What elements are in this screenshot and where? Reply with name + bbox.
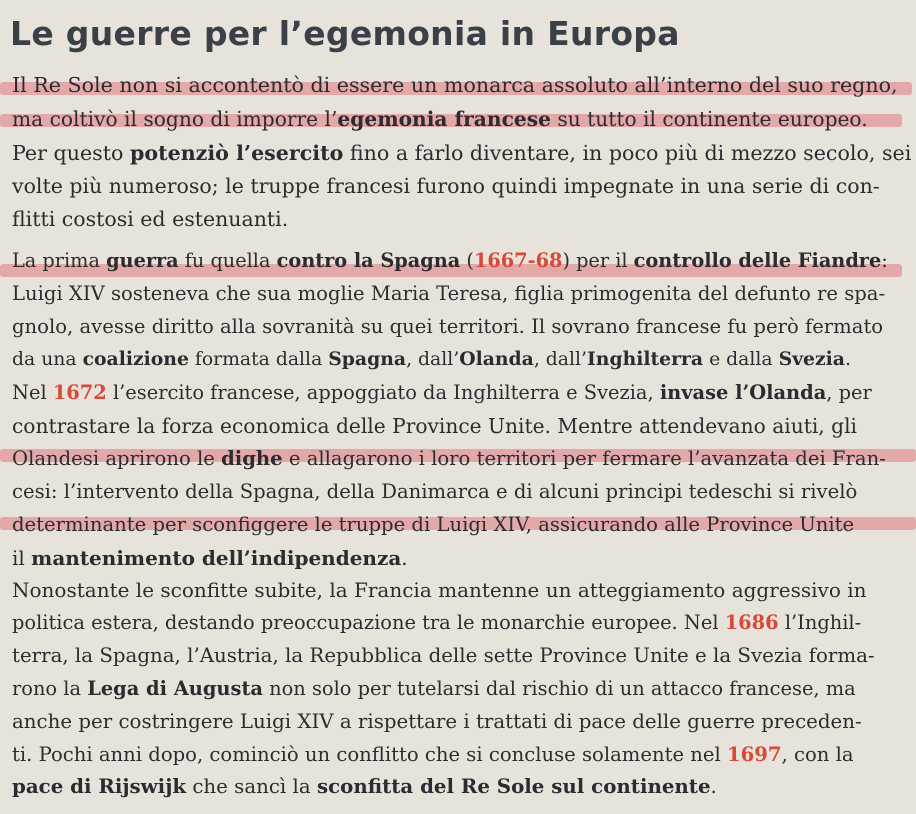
text-line: Per questo potenziò l’esercito fino a farlo diventare, in poco più di mezzo secolo, sei <box>12 141 912 165</box>
bold-term: Inghilterra <box>587 348 704 370</box>
date-highlight: 1667-68 <box>473 249 563 272</box>
text-line: politica estera, destando preoccupazione tra le monarchie europee. Nel 1686 l’Inghil- <box>12 611 862 634</box>
text-line: ti. Pochi anni dopo, cominciò un conflitto che si concluse solamente nel 1697, con la <box>12 743 854 766</box>
text-line: il mantenimento dell’indipendenza. <box>12 546 408 570</box>
bold-term: Svezia <box>778 348 845 370</box>
bold-term: Lega di Augusta <box>87 677 263 700</box>
text-line: anche per costringere Luigi XIV a rispettare i trattati di pace delle guerre preceden- <box>12 710 862 733</box>
bold-term: Spagna <box>328 348 407 370</box>
text-line: Nonostante le sconfitte subite, la Francia mantenne un atteggiamento aggressivo in <box>12 578 867 602</box>
bold-term: contro la Spagna <box>276 249 461 272</box>
text-line: Olandesi aprirono le dighe e allagarono i loro territori per fermare l’avanzata dei Fran- <box>12 447 886 470</box>
text-line: Il Re Sole non si accontentò di essere un monarca assoluto all’interno del suo regno, <box>12 73 898 97</box>
text-line: flitti costosi ed estenuanti. <box>12 207 289 231</box>
bold-term: controllo delle Fiandre <box>633 249 882 272</box>
bold-term: mantenimento dell’indipendenza <box>31 546 402 570</box>
date-highlight: 1686 <box>724 611 779 634</box>
page-title: Le guerre per l’egemonia in Europa <box>10 14 680 53</box>
bold-term: dighe <box>221 447 283 470</box>
date-highlight: 1672 <box>52 381 107 404</box>
text-line: cesi: l’intervento della Spagna, della Danimarca e di alcuni principi tedeschi si rivelò <box>12 480 858 503</box>
text-line: gnolo, avesse diritto alla sovranità su quei territori. Il sovrano francese fu però fermato <box>12 315 884 338</box>
text-line: contrastare la forza economica delle Province Unite. Mentre attendevano aiuti, gli <box>12 414 857 438</box>
text-line: ma coltivò il sogno di imporre l’egemonia francese su tutto il continente europeo. <box>12 107 868 131</box>
text-line: da una coalizione formata dalla Spagna, dall’Olanda, dall’Inghilterra e dalla Svezia. <box>12 348 851 370</box>
text-line: Luigi XIV sosteneva che sua moglie Maria Teresa, figlia primogenita del defunto re spa- <box>12 282 886 305</box>
text-line: La prima guerra fu quella contro la Spagna (1667-68) per il controllo delle Fiandre: <box>12 249 888 272</box>
text-line: pace di Rijswijk che sancì la sconfitta del Re Sole sul continente. <box>12 774 717 798</box>
bold-term: potenziò l’esercito <box>129 141 344 165</box>
bold-term: egemonia francese <box>337 107 551 131</box>
bold-term: sconfitta del Re Sole sul continente <box>316 774 711 798</box>
bold-term: pace di Rijswijk <box>12 774 187 798</box>
bold-term: Olanda <box>459 348 534 370</box>
text-line: rono la Lega di Augusta non solo per tutelarsi dal rischio di un attacco francese, ma <box>12 677 856 700</box>
text-line: determinante per sconfiggere le truppe di Luigi XIV, assicurando alle Province Unite <box>12 513 855 536</box>
bold-term: guerra <box>106 249 179 272</box>
bold-term: invase l’Olanda <box>659 381 827 404</box>
text-line: Nel 1672 l’esercito francese, appoggiato da Inghilterra e Svezia, invase l’Olanda, per <box>12 381 872 404</box>
date-highlight: 1697 <box>726 743 782 766</box>
text-line: terra, la Spagna, l’Austria, la Repubblica delle sette Province Unite e la Svezia forma- <box>12 644 875 667</box>
bold-term: coalizione <box>82 348 189 370</box>
text-line: volte più numeroso; le truppe francesi furono quindi impegnate in una serie di con- <box>12 174 880 198</box>
